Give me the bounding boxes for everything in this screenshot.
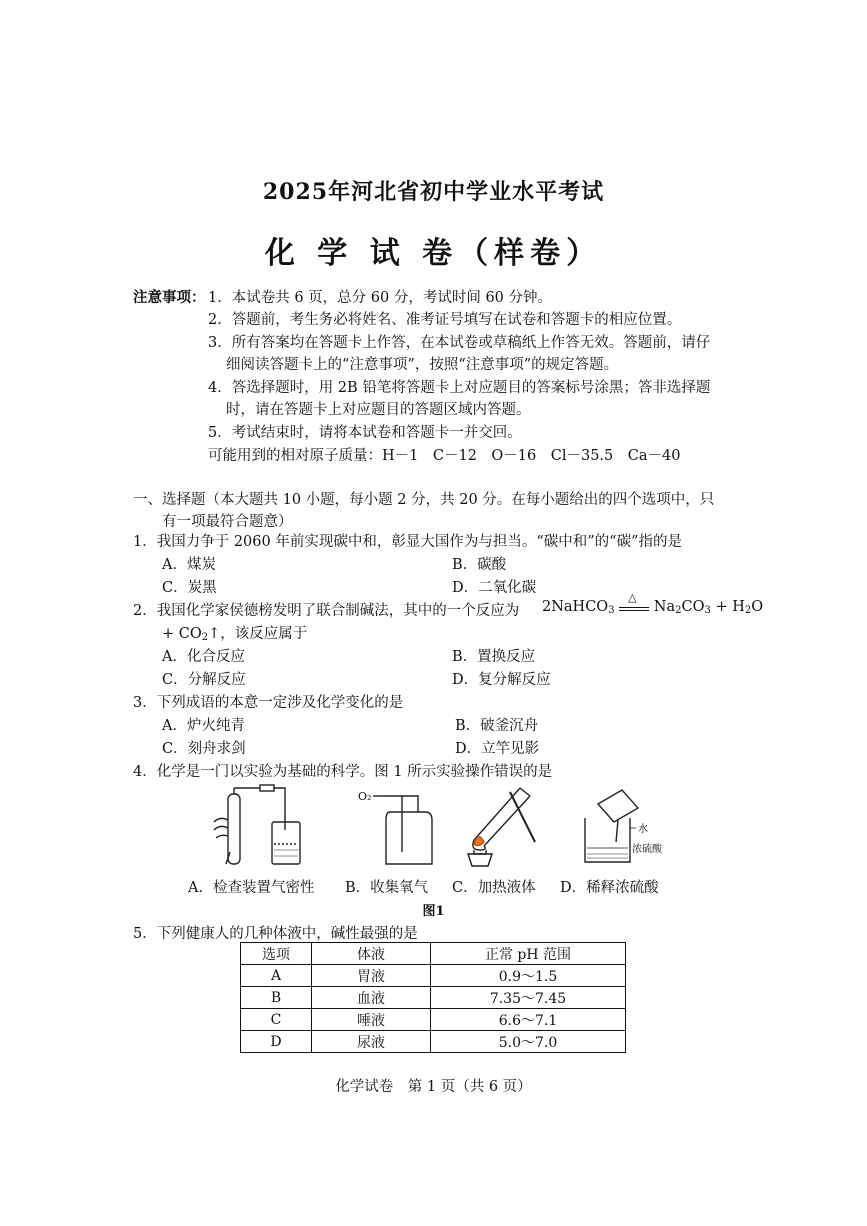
q2-stem-cont	[162, 622, 307, 643]
table-header: 正常 pH 范围	[431, 943, 626, 965]
notice-item-2: 2．答题前，考生务必将姓名、准考证号填写在试卷和答题卡的相应位置。	[208, 312, 682, 328]
table-header: 选项	[241, 943, 312, 965]
table-cell: B	[241, 987, 312, 1009]
q1-option-c: C．炭黑	[162, 580, 217, 596]
q2-eq-r3: + H	[710, 599, 745, 615]
notice-item-5: 5．考试结束时，请将本试卷和答题卡一并交回。	[208, 425, 522, 441]
q2-eq-r4: O	[751, 599, 764, 615]
fig-b-collect-oxygen	[358, 790, 432, 864]
atomic-mass-line: 可能用到的相对原子质量：H－1 C－12 O－16 Cl－35.5 Ca－40	[208, 448, 681, 464]
q2-eq-r3-sub: 2	[744, 605, 752, 616]
table-cell: 胃液	[312, 965, 431, 987]
q3-option-a: A．炉火纯青	[162, 718, 245, 734]
q3-stem: 3．下列成语的本意一定涉及化学变化的是	[133, 695, 404, 711]
q4-option-a: A．检查装置气密性	[188, 880, 315, 896]
q2-line2-suffix: ↑，该反应属于	[208, 626, 308, 642]
table-row	[241, 1009, 626, 1031]
q2-equation	[542, 591, 764, 616]
table-header-row	[241, 943, 626, 965]
q1-option-b: B．碳酸	[452, 557, 507, 573]
section1-heading: 一、选择题（本大题共 10 小题，每小题 2 分，共 20 分。在每小题给出的四个选项中，只	[133, 492, 715, 508]
q2-option-c: C．分解反应	[162, 672, 246, 688]
q2-option-d: D．复分解反应	[452, 672, 551, 688]
q2-eq-r1-sub: 2	[675, 605, 682, 616]
table-row	[241, 965, 626, 987]
ph-table	[240, 942, 626, 1053]
q2-eq-condition: △	[628, 591, 637, 604]
table-row	[241, 1031, 626, 1053]
exam-title: 2025年河北省初中学业水平考试	[262, 179, 605, 205]
fig-d-dilute-acid	[585, 790, 663, 862]
q2-eq-r2: CO	[681, 599, 705, 615]
q5-stem: 5．下列健康人的几种体液中，碱性最强的是	[133, 926, 418, 942]
section1-heading-cont: 有一项最符合题意）	[162, 514, 293, 530]
table-cell: 7.35～7.45	[431, 987, 626, 1009]
q1-option-a: A．煤炭	[162, 557, 216, 573]
q2-eq-r1: Na	[653, 599, 676, 615]
fig-c-heat-liquid	[468, 788, 535, 866]
notice-item-1: 1．本试卷共 6 页，总分 60 分，考试时间 60 分钟。	[208, 290, 553, 306]
q1-stem: 1．我国力争于 2060 年前实现碳中和，彰显大国作为与担当。“碳中和”的“碳”指的是	[133, 534, 682, 550]
q2-eq-left-sub: 3	[608, 605, 615, 616]
q4-stem: 4．化学是一门以实验为基础的科学。图 1 所示实验操作错误的是	[133, 764, 553, 780]
table-cell: 尿液	[312, 1031, 431, 1053]
fig-acid-label: 浓硫酸	[632, 844, 662, 855]
notice-item-4: 4．答选择题时，用 2B 铅笔将答题卡上对应题目的答案标号涂黑；答非选择题	[208, 380, 711, 396]
table-cell: C	[241, 1009, 312, 1031]
table-header: 体液	[312, 943, 431, 965]
q2-option-b: B．置换反应	[452, 649, 536, 665]
q4-option-b: B．收集氧气	[345, 880, 429, 896]
paper-title: 化 学 试 卷（样卷）	[264, 236, 603, 271]
figure-1-illustrations	[190, 782, 690, 872]
q2-option-a: A．化合反应	[162, 649, 245, 665]
table-cell: 唾液	[312, 1009, 431, 1031]
fig-o2-label: O₂	[358, 790, 372, 803]
q2-stem: 2．我国化学家侯德榜发明了联合制碱法，其中的一个反应为	[133, 603, 520, 619]
q2-eq-arrow	[619, 591, 649, 614]
table-cell: 6.6～7.1	[431, 1009, 626, 1031]
figure-caption: 图1	[422, 904, 445, 919]
q2-line2-prefix: + CO	[162, 626, 202, 642]
table-cell: D	[241, 1031, 312, 1053]
q4-option-c: C．加热液体	[452, 880, 536, 896]
table-cell: 0.9～1.5	[431, 965, 626, 987]
q3-option-d: D．立竿见影	[455, 741, 540, 757]
notice-item-3: 3．所有答案均在答题卡上作答，在本试卷或草稿纸上作答无效。答题前，请仔	[208, 335, 711, 351]
q2-line2-sub: 2	[201, 632, 209, 643]
notice-label: 注意事项：	[133, 289, 206, 306]
fig-a-airtightness	[214, 785, 300, 864]
q3-option-b: B．破釜沉舟	[455, 718, 539, 734]
q3-option-c: C．刻舟求剑	[162, 741, 246, 757]
notice-item-4-cont: 时，请在答题卡上对应题目的答题区域内答题。	[226, 402, 531, 418]
q2-eq-r2-sub: 3	[704, 605, 711, 616]
fig-water-label: 水	[638, 824, 648, 835]
q2-eq-left: 2NaHCO	[542, 599, 609, 615]
table-cell: 血液	[312, 987, 431, 1009]
notice-item-3-cont: 细阅读答题卡上的“注意事项”，按照“注意事项”的规定答题。	[226, 357, 619, 373]
page-footer: 化学试卷 第 1 页（共 6 页）	[335, 1079, 532, 1095]
q1-option-d: D．二氧化碳	[452, 580, 537, 596]
table-cell: 5.0～7.0	[431, 1031, 626, 1053]
table-cell: A	[241, 965, 312, 987]
table-row	[241, 987, 626, 1009]
q4-option-d: D．稀释浓硫酸	[560, 880, 659, 896]
